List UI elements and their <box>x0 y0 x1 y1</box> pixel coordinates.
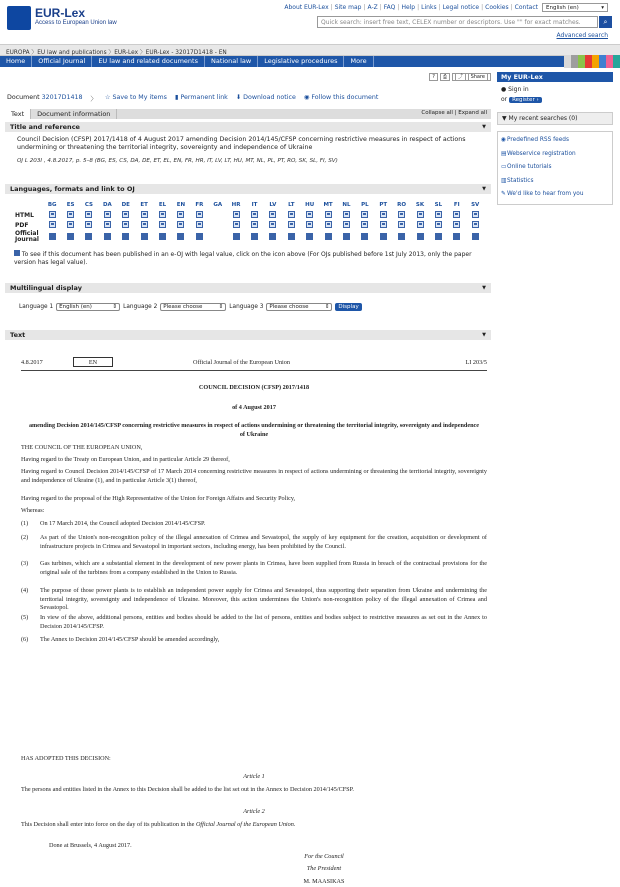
color-stripe <box>585 55 592 68</box>
breadcrumb[interactable]: EUROPA 〉EU law and publications 〉EUR-Lex 〉EUR-Lex - 32017D1418 - EN <box>0 44 620 56</box>
language-2-value: Please choose <box>163 304 203 310</box>
oj-note-text: To see if this document has been published in an e-OJ with legal value, click on the icon above (For OJs published before 1st July 2013, only the paper version has legal value). <box>14 251 472 266</box>
top-link-legal[interactable]: Legal notice <box>442 4 480 11</box>
recital-number: (5) <box>21 614 29 621</box>
language-1-label: Language 1 <box>19 304 54 310</box>
tab-text[interactable]: Text <box>5 109 31 119</box>
language-code-de[interactable]: DE <box>121 202 130 208</box>
main-nav <box>0 56 620 67</box>
star-icon: ☆ <box>104 94 111 101</box>
oj-file-icon-da[interactable] <box>104 233 111 240</box>
language-code-it[interactable]: IT <box>251 202 258 208</box>
tutorials-link[interactable] <box>501 161 609 175</box>
pdf-file-icon-it[interactable] <box>251 221 258 228</box>
section-multilingual[interactable] <box>5 283 491 293</box>
html-file-icon-bg[interactable] <box>49 211 56 218</box>
recital <box>21 560 487 577</box>
html-file-icon-cs[interactable] <box>85 211 92 218</box>
language-code-et[interactable]: ET <box>140 202 148 208</box>
language-code-el[interactable]: EL <box>158 202 167 208</box>
html-file-icon-sk[interactable] <box>417 211 424 218</box>
language-code-bg[interactable]: BG <box>47 202 57 208</box>
pdf-file-icon-pl[interactable] <box>361 221 368 228</box>
having-regard-3: Having regard to the proposal of the High Representative of the Union for Foreign Affairs and Security Policy, <box>21 495 296 502</box>
or-label: or <box>501 96 508 103</box>
download-label: Download notice <box>243 94 296 101</box>
oj-file-icon-hr[interactable] <box>233 233 240 240</box>
language-code-es[interactable]: ES <box>66 202 75 208</box>
document-id-value: 32017D1418 <box>41 94 83 101</box>
rss-feeds-label: Predefined RSS feeds <box>507 137 569 143</box>
rss-icon: ◉ <box>501 137 507 143</box>
permanent-link[interactable] <box>175 94 228 103</box>
webservice-label: Webservice registration <box>507 150 576 157</box>
pdf-file-icon-sv[interactable] <box>472 221 479 228</box>
oj-file-icon-nl[interactable] <box>343 233 350 240</box>
document-title: Council Decision (CFSP) 2017/1418 of 4 August 2017 amending Decision 2014/145/CFSP concerning restrictive measures in respect of actions undermining or threatening the territorial integrity, sovereignty and independence of Ukraine <box>17 136 466 151</box>
collapse-arrow-icon: ▼ <box>482 124 486 130</box>
print-icon[interactable]: ⎙ <box>440 73 450 81</box>
oj-file-icon-sk[interactable] <box>417 233 424 240</box>
recital-text: The Annex to Decision 2014/145/CFSP should be amended accordingly, <box>40 636 220 643</box>
rss-icon: ◉ <box>303 94 310 101</box>
oj-file-icon-pl[interactable] <box>361 233 368 240</box>
logo-text[interactable] <box>35 6 117 26</box>
document-id-label: Document <box>7 94 40 101</box>
oj-file-icon-fr[interactable] <box>196 233 203 240</box>
oj-file-icon-sl[interactable] <box>435 233 442 240</box>
oj-file-icon-lt[interactable] <box>288 233 295 240</box>
language-select[interactable] <box>542 3 608 12</box>
pdf-file-icon-de[interactable] <box>122 221 129 228</box>
whereas: Whereas: <box>21 507 45 514</box>
pdf-file-icon-sl[interactable] <box>435 221 442 228</box>
language-code-lt[interactable]: LT <box>288 202 295 208</box>
format-row-oj <box>15 230 491 244</box>
document-actions <box>7 94 378 103</box>
pdf-file-icon-es[interactable] <box>67 221 74 228</box>
html-file-icon-lt[interactable] <box>288 211 295 218</box>
my-eurlex-header: My EUR-Lex <box>497 72 613 82</box>
search-input[interactable]: Quick search: insert free text, CELEX number or descriptors. Use "" for exact matches. <box>317 16 598 28</box>
pdf-file-icon-da[interactable] <box>104 221 111 228</box>
color-stripe <box>599 55 606 68</box>
top-link-az[interactable]: A-Z <box>367 4 378 11</box>
language-code-sk[interactable]: SK <box>415 202 425 208</box>
multilingual-controls <box>19 303 362 311</box>
color-stripes <box>564 55 620 68</box>
recital-number: (2) <box>21 534 29 541</box>
nav-national-law[interactable]: National law <box>205 56 258 67</box>
language-3-label: Language 3 <box>229 304 264 310</box>
language-code-ro[interactable]: RO <box>397 202 407 208</box>
language-2-label: Language 2 <box>123 304 158 310</box>
language-code-fi[interactable]: FI <box>453 202 460 208</box>
html-file-icon-et[interactable] <box>141 211 148 218</box>
chevron-down-icon: ▾ <box>601 4 604 11</box>
html-file-icon-en[interactable] <box>177 211 184 218</box>
follow-document[interactable] <box>304 94 379 103</box>
language-code-sv[interactable]: SV <box>471 202 480 208</box>
section-languages[interactable] <box>5 184 491 194</box>
oj-file-icon-mt[interactable] <box>325 233 332 240</box>
pdf-file-icon-sk[interactable] <box>417 221 424 228</box>
chevron-down-icon: ⇕ <box>324 304 330 310</box>
article-2-text-c: . <box>293 821 296 828</box>
collapse-arrow-icon: ▼ <box>482 332 486 338</box>
oj-page: LI 203/5 <box>465 359 487 366</box>
section-multilingual-label: Multilingual display <box>10 284 82 292</box>
article-1-text: The persons and entities listed in the Annex to this Decision shall be added to the list set out in the Annex to Decision 2014/145/CFSP. <box>21 786 354 793</box>
pdf-file-icon-ro[interactable] <box>398 221 405 228</box>
html-file-icon-pt[interactable] <box>380 211 387 218</box>
html-file-icon-it[interactable] <box>251 211 258 218</box>
color-stripe <box>606 55 613 68</box>
top-link-faq[interactable]: FAQ <box>383 4 396 11</box>
oj-journal-name: Official Journal of the European Union <box>193 359 290 366</box>
top-link-links[interactable]: Links <box>421 4 437 11</box>
html-file-icon-de[interactable] <box>122 211 129 218</box>
top-links: About EUR-Lex | Site map | A-Z | FAQ | Help | Links | Legal notice | Cookies | Contact English (en) ▾ <box>284 3 608 12</box>
register-button[interactable]: Register › <box>509 97 542 103</box>
recital <box>21 614 487 631</box>
language-3-value: Please choose <box>269 304 309 310</box>
recital <box>21 520 487 529</box>
oj-file-icon-sv[interactable] <box>472 233 479 240</box>
recital-text: On 17 March 2014, the Council adopted Decision 2014/145/CFSP. <box>40 520 206 527</box>
language-code-mt[interactable]: MT <box>323 202 333 208</box>
decision-subject: amending Decision 2014/145/CFSP concerning restrictive measures in respect of actions undermining or threatening the territorial integrity, sovereignty and independence of Ukraine <box>28 422 480 438</box>
language-header-row <box>15 200 491 210</box>
save-to-my-items[interactable] <box>105 94 167 103</box>
oj-file-icon-bg[interactable] <box>49 233 56 240</box>
tutorials-label: Online tutorials <box>507 164 552 170</box>
nav-home[interactable]: Home <box>0 56 32 67</box>
html-file-icon-hr[interactable] <box>233 211 240 218</box>
feedback-icon: ✎ <box>501 191 506 197</box>
language-2-select[interactable] <box>160 303 226 311</box>
webservice-link[interactable] <box>501 148 609 162</box>
pdf-file-icon-fr[interactable] <box>196 221 203 228</box>
logo-subtitle: Access to European Union law <box>35 20 117 26</box>
tab-document-information[interactable]: Document information <box>31 109 117 119</box>
format-row-pdf <box>15 220 491 230</box>
chevron-down-icon: ⇕ <box>218 304 224 310</box>
collapse-arrow-icon: ▼ <box>482 285 486 291</box>
resource-links <box>497 131 613 205</box>
tab-bar <box>5 109 491 119</box>
follow-label: Follow this document <box>311 94 379 101</box>
pdf-file-icon-en[interactable] <box>177 221 184 228</box>
permanent-link-label: Permanent link <box>180 94 228 101</box>
section-text-label: Text <box>10 331 26 339</box>
language-code-ga[interactable]: GA <box>213 202 223 208</box>
article-2-text <box>21 821 487 830</box>
oj-file-icon-es[interactable] <box>67 233 74 240</box>
section-title-and-reference[interactable] <box>5 122 491 132</box>
language-code-hr[interactable]: HR <box>231 202 241 208</box>
council-line: THE COUNCIL OF THE EUROPEAN UNION, <box>21 444 143 451</box>
top-link-contact[interactable]: Contact <box>514 4 538 11</box>
html-file-icon-sv[interactable] <box>472 211 479 218</box>
share-button[interactable] <box>452 73 491 81</box>
signin-box <box>497 82 613 108</box>
language-code-lv[interactable]: LV <box>269 202 277 208</box>
link-icon: ▮ <box>174 94 179 101</box>
pdf-file-icon-hr[interactable] <box>233 221 240 228</box>
statistics-link[interactable] <box>501 175 609 189</box>
oj-file-icon-et[interactable] <box>141 233 148 240</box>
html-file-icon-sl[interactable] <box>435 211 442 218</box>
format-label: Official Journal <box>15 230 39 243</box>
section-text[interactable] <box>5 330 491 340</box>
top-link-help[interactable]: Help <box>401 4 416 11</box>
decision-date: of 4 August 2017 <box>232 404 276 411</box>
recital-text: In view of the above, additional persons, entities and bodies should be added to the list of persons, entities and bodies subject to restrictive measures as set out in the Annex to Decision 2014/145/CFSP. <box>40 614 487 630</box>
format-label: PDF <box>15 221 29 229</box>
signatory: M. MAASIKAS <box>303 878 345 885</box>
oj-file-icon-it[interactable] <box>251 233 258 240</box>
save-label: Save to My items <box>112 94 167 101</box>
oj-icon <box>14 250 20 256</box>
the-president: The President <box>306 865 342 872</box>
top-bar <box>0 0 620 44</box>
pdf-file-icon-el[interactable] <box>159 221 166 228</box>
pdf-file-icon-fi[interactable] <box>453 221 460 228</box>
oj-file-icon-cs[interactable] <box>85 233 92 240</box>
oj-date: 4.8.2017 <box>21 359 43 366</box>
language-code-fr[interactable]: FR <box>195 202 204 208</box>
language-value: English (en) <box>546 4 579 11</box>
recent-searches-label: My recent searches (0) <box>508 115 578 122</box>
document-id <box>7 94 83 103</box>
color-stripe <box>571 55 578 68</box>
recital-text: The purpose of those power plants is to establish an independent power supply for Crimea and Sevastopol, thus supporting their separation from Ukraine and undermining the territorial integrity, sovereignty and independence of Ukraine. Moreover, this action undermines the Union's non-recognition policy of the illegal annexation of Crimea and Sevastopol. <box>40 587 487 611</box>
oj-note <box>14 250 489 267</box>
html-file-icon-fi[interactable] <box>453 211 460 218</box>
chevron-right-icon[interactable]: 〉 <box>90 96 97 103</box>
format-row-html <box>15 210 491 220</box>
pdf-file-icon-bg[interactable] <box>49 221 56 228</box>
chevron-down-icon: ⇕ <box>112 304 118 310</box>
having-regard-1: Having regard to the Treaty on European Union, and in particular Article 29 thereof, <box>21 456 230 463</box>
webservice-icon: ▤ <box>501 150 507 157</box>
search-icon: ⌕ <box>603 18 608 26</box>
feedback-link[interactable] <box>501 188 609 202</box>
nav-eu-law[interactable]: EU law and related documents <box>92 56 205 67</box>
language-3-select[interactable] <box>266 303 332 311</box>
language-code-nl[interactable]: NL <box>342 202 351 208</box>
html-file-icon-mt[interactable] <box>325 211 332 218</box>
recital <box>21 587 487 613</box>
oj-file-icon-en[interactable] <box>177 233 184 240</box>
recital-number: (6) <box>21 636 29 643</box>
statistics-label: Statistics <box>507 177 534 184</box>
section-title-label: Title and reference <box>10 123 80 131</box>
pdf-file-icon-lt[interactable] <box>288 221 295 228</box>
download-icon: ⬇ <box>235 94 242 101</box>
oj-file-icon-fi[interactable] <box>453 233 460 240</box>
statistics-icon: ▥ <box>501 177 507 184</box>
collapse-arrow-icon: ▼ <box>482 186 486 192</box>
recital-text: Gas turbines, which are a substantial element in the development of new power plants in Crimea, have been supplied from Russia in breach of the contractual provisions for the original sale of the turbines from a company established in the Union to Russia. <box>40 560 487 576</box>
language-code-pt[interactable]: PT <box>379 202 388 208</box>
user-icon: ● <box>501 86 507 93</box>
recital <box>21 636 487 645</box>
advanced-search-link[interactable]: Advanced search <box>556 32 608 39</box>
recital <box>21 534 487 551</box>
html-file-icon-el[interactable] <box>159 211 166 218</box>
oj-file-icon-de[interactable] <box>122 233 129 240</box>
adopted-line: HAS ADOPTED THIS DECISION: <box>21 755 111 762</box>
language-code-sl[interactable]: SL <box>434 202 443 208</box>
pdf-file-icon-lv[interactable] <box>269 221 276 228</box>
top-link-about[interactable]: About EUR-Lex <box>284 4 329 11</box>
html-file-icon-fr[interactable] <box>196 211 203 218</box>
chevron-down-icon: ▼ <box>502 115 507 122</box>
color-stripe <box>564 55 571 68</box>
display-button[interactable]: Display <box>335 303 361 311</box>
language-code-cs[interactable]: CS <box>84 202 94 208</box>
pdf-file-icon-mt[interactable] <box>325 221 332 228</box>
html-file-icon-da[interactable] <box>104 211 111 218</box>
tutorial-icon: ▭ <box>501 164 507 170</box>
pdf-file-icon-cs[interactable] <box>85 221 92 228</box>
feedback-label: We'd like to hear from you <box>507 191 584 197</box>
eu-flag-logo[interactable] <box>7 6 31 30</box>
article-2-heading: Article 2 <box>243 808 265 815</box>
article-1-heading: Article 1 <box>243 773 265 780</box>
language-1-value: English (en) <box>59 304 92 310</box>
having-regard-2-text: Having regard to Council Decision 2014/145/CFSP of 17 March 2014 concerning restrictive measures in respect of actions undermining or threatening the territorial integrity, sovereignty and independence of Ukraine (1), and in particular Article 3(1) thereof, <box>21 468 487 484</box>
section-languages-label: Languages, formats and link to OJ <box>10 185 135 193</box>
html-file-icon-es[interactable] <box>67 211 74 218</box>
oj-header <box>21 357 487 371</box>
html-file-icon-ro[interactable] <box>398 211 405 218</box>
recital-number: (3) <box>21 560 29 567</box>
pdf-file-icon-et[interactable] <box>141 221 148 228</box>
oj-file-icon-pt[interactable] <box>380 233 387 240</box>
html-file-icon-lv[interactable] <box>269 211 276 218</box>
recital-number: (4) <box>21 587 29 594</box>
for-the-council: For the Council <box>304 853 344 860</box>
nav-more[interactable]: More <box>344 56 373 67</box>
oj-reference: OJ L 203I , 4.8.2017, p. 5–8 (BG, ES, CS, DA, DE, ET, EL, EN, FR, HR, IT, LV, LT, HU, MT, NL, PL, PT, RO, SK, SL, FI, SV) <box>17 158 338 164</box>
signin-link[interactable] <box>501 85 609 95</box>
html-file-icon-pl[interactable] <box>361 211 368 218</box>
nav-official-journal[interactable]: Official Journal <box>32 56 92 67</box>
pdf-file-icon-nl[interactable] <box>343 221 350 228</box>
download-notice[interactable] <box>236 94 296 103</box>
signin-label: Sign in <box>508 86 529 93</box>
color-stripe <box>578 55 585 68</box>
share-label: Share <box>468 73 488 81</box>
language-code-pl[interactable]: PL <box>361 202 369 208</box>
oj-file-icon-ro[interactable] <box>398 233 405 240</box>
color-stripe <box>592 55 599 68</box>
recital-text: As part of the Union's non-recognition policy of the illegal annexation of Crimea and Sevastopol, the supply of key equipment for the creation, acquisition or development of infrastructure projects in Crimea and Sevastopol in important sectors, including energy, has been prohibited by the Council. <box>40 534 487 550</box>
oj-file-icon-el[interactable] <box>159 233 166 240</box>
register-label: Register <box>512 97 535 103</box>
help-icon[interactable]: ? <box>429 73 438 81</box>
oj-file-icon-hu[interactable] <box>306 233 313 240</box>
nav-legislative[interactable]: Legislative procedures <box>258 56 344 67</box>
html-file-icon-nl[interactable] <box>343 211 350 218</box>
recent-searches[interactable] <box>497 112 613 125</box>
having-regard-2 <box>21 468 487 485</box>
article-2-text-a: This Decision shall enter into force on the day of its publication in the <box>21 821 196 828</box>
logo-title: EUR-Lex <box>35 6 86 20</box>
done-at: Done at Brussels, 4 August 2017. <box>49 842 132 849</box>
rss-feeds-link[interactable] <box>501 134 609 148</box>
right-sidebar <box>497 72 613 205</box>
pdf-file-icon-hu[interactable] <box>306 221 313 228</box>
collapse-expand-all[interactable]: Collapse all | Expand all <box>421 110 487 116</box>
search-button[interactable] <box>599 16 612 28</box>
language-1-select[interactable] <box>56 303 120 311</box>
recital-number: (1) <box>21 520 29 527</box>
language-code-hu[interactable]: HU <box>305 202 315 208</box>
oj-file-icon-lv[interactable] <box>269 233 276 240</box>
language-code-da[interactable]: DA <box>102 202 112 208</box>
oj-language-box: EN <box>73 357 113 367</box>
article-2-text-journal: Official Journal of the European Union <box>195 821 294 828</box>
html-file-icon-hu[interactable] <box>306 211 313 218</box>
top-link-sitemap[interactable]: Site map <box>334 4 362 11</box>
top-link-cookies[interactable]: Cookies <box>485 4 509 11</box>
language-format-table <box>15 200 491 244</box>
language-code-en[interactable]: EN <box>176 202 186 208</box>
share-icon: ⤴ <box>455 73 466 81</box>
color-stripe <box>613 55 620 68</box>
pdf-file-icon-pt[interactable] <box>380 221 387 228</box>
decision-title: COUNCIL DECISION (CFSP) 2017/1418 <box>198 384 310 391</box>
format-label: HTML <box>15 211 34 219</box>
